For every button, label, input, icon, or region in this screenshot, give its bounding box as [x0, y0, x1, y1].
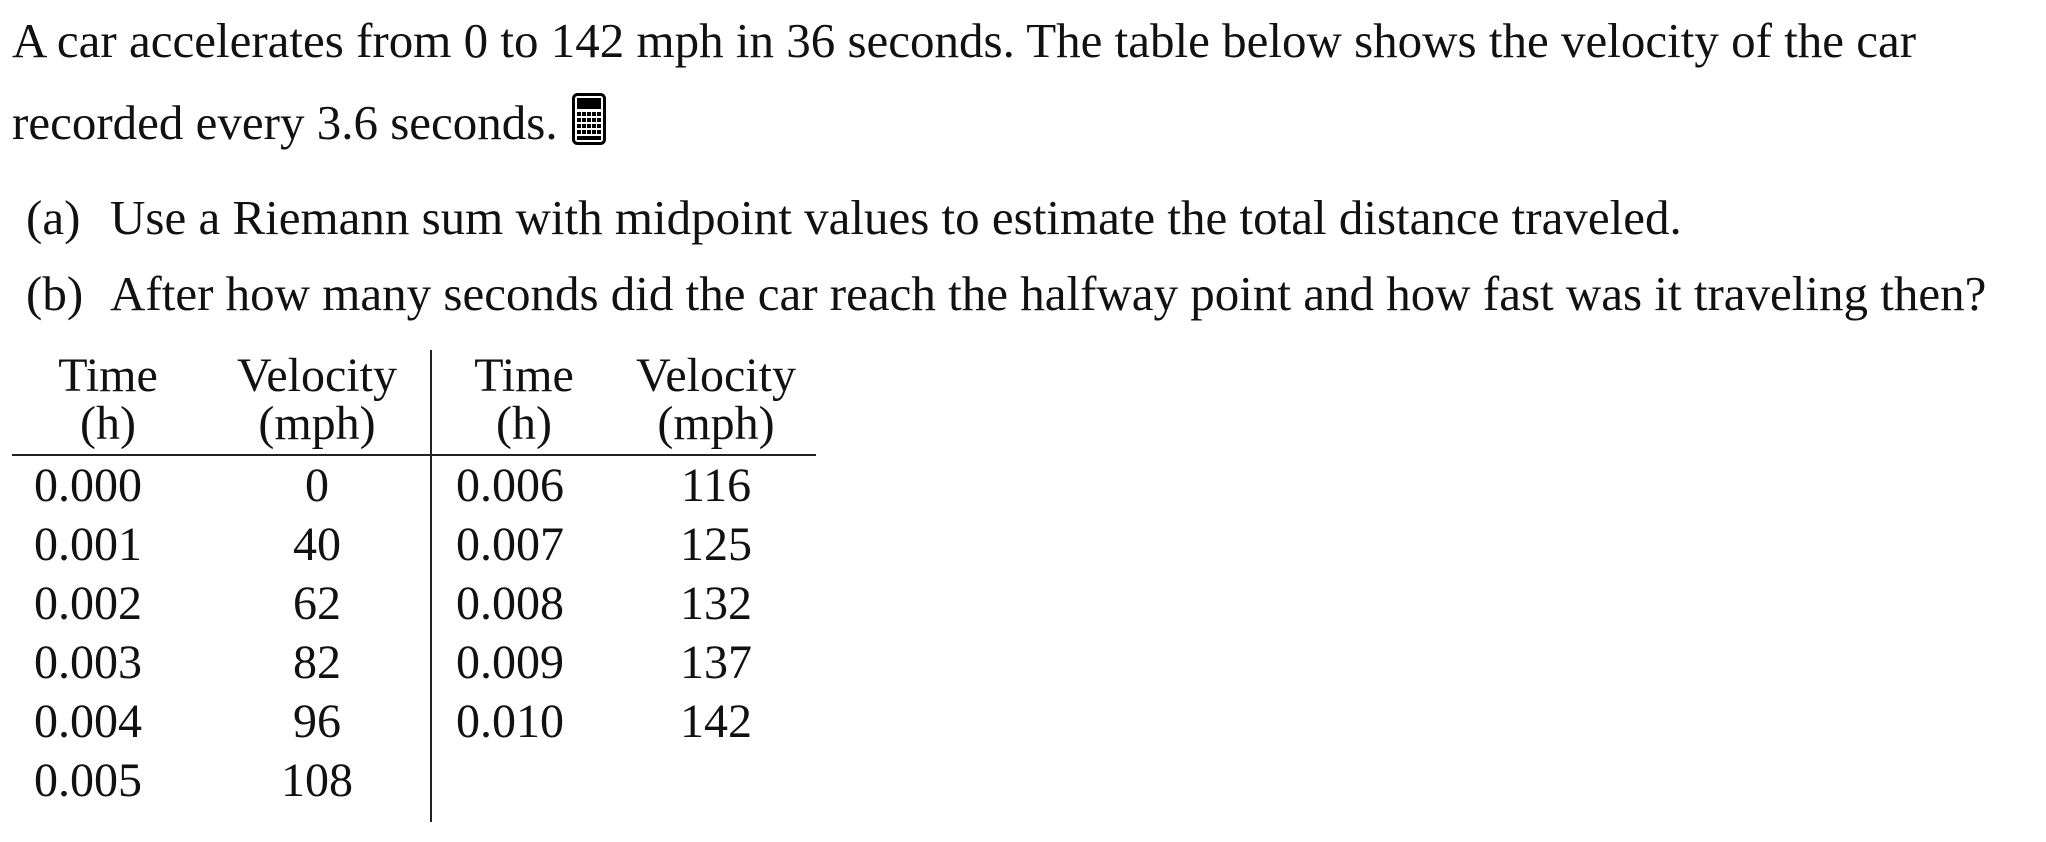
velocity-cell: 125: [680, 518, 752, 571]
intro-line-2: recorded every 3.6 seconds.: [12, 95, 558, 150]
velocity-cell: 40: [204, 515, 431, 574]
time-cell: 0.009: [456, 636, 564, 689]
velocity-cell: 0: [204, 455, 431, 515]
velocity-cell: 82: [204, 633, 431, 692]
header-time-unit: (h): [431, 400, 616, 455]
velocity-cell: 96: [204, 692, 431, 751]
time-cell: 0.004: [34, 695, 142, 748]
velocity-cell: 132: [680, 577, 752, 630]
header-time: Time: [474, 349, 574, 402]
velocity-cell: 108: [204, 751, 431, 822]
header-velocity: Velocity: [204, 350, 431, 400]
part-text: Use a Riemann sum with midpoint values to estimate the total distance traveled.: [110, 190, 1682, 245]
table-row: [12, 574, 816, 633]
table-row: [12, 515, 816, 574]
velocity-cell: [616, 751, 816, 822]
question-parts: [26, 180, 2032, 332]
time-cell: 0.002: [34, 577, 142, 630]
table-row: [12, 751, 816, 822]
problem-document: [12, 0, 2032, 332]
header-row: [12, 350, 816, 400]
calculator-icon[interactable]: [572, 88, 606, 170]
velocity-cell: 62: [204, 574, 431, 633]
part-label: (a): [26, 190, 81, 245]
part-label: (b): [26, 266, 84, 321]
header-velocity-unit: (mph): [616, 400, 816, 455]
velocity-cell: 116: [680, 459, 752, 512]
time-cell: 0.000: [34, 459, 142, 512]
header-time-unit: (h): [12, 400, 204, 455]
table-row: [12, 692, 816, 751]
velocity-cell: 137: [680, 636, 752, 689]
question-part-a: [26, 180, 2032, 256]
intro-line-1: A car accelerates from 0 to 142 mph in 36 seconds. The table below shows the velocity of the car: [12, 13, 1917, 68]
part-text: After how many seconds did the car reach the halfway point and how fast was it traveling then?: [110, 266, 1987, 321]
velocity-table-container: [12, 350, 816, 822]
time-cell: 0.007: [456, 518, 564, 571]
velocity-table: [12, 350, 816, 822]
time-cell: 0.008: [456, 577, 564, 630]
table-row: [12, 633, 816, 692]
table-row: [12, 455, 816, 515]
problem-statement: [12, 0, 2032, 170]
time-cell: 0.006: [456, 459, 564, 512]
header-unit-row: [12, 400, 816, 455]
header-velocity: Velocity: [636, 349, 796, 402]
question-part-b: [26, 256, 2032, 332]
header-time: Time: [58, 349, 158, 402]
time-cell: 0.001: [34, 518, 142, 571]
header-velocity-unit: (mph): [204, 400, 431, 455]
time-cell: 0.010: [456, 695, 564, 748]
velocity-cell: 142: [680, 695, 752, 748]
time-cell: [431, 751, 616, 822]
time-cell: 0.005: [34, 754, 142, 807]
time-cell: 0.003: [34, 636, 142, 689]
